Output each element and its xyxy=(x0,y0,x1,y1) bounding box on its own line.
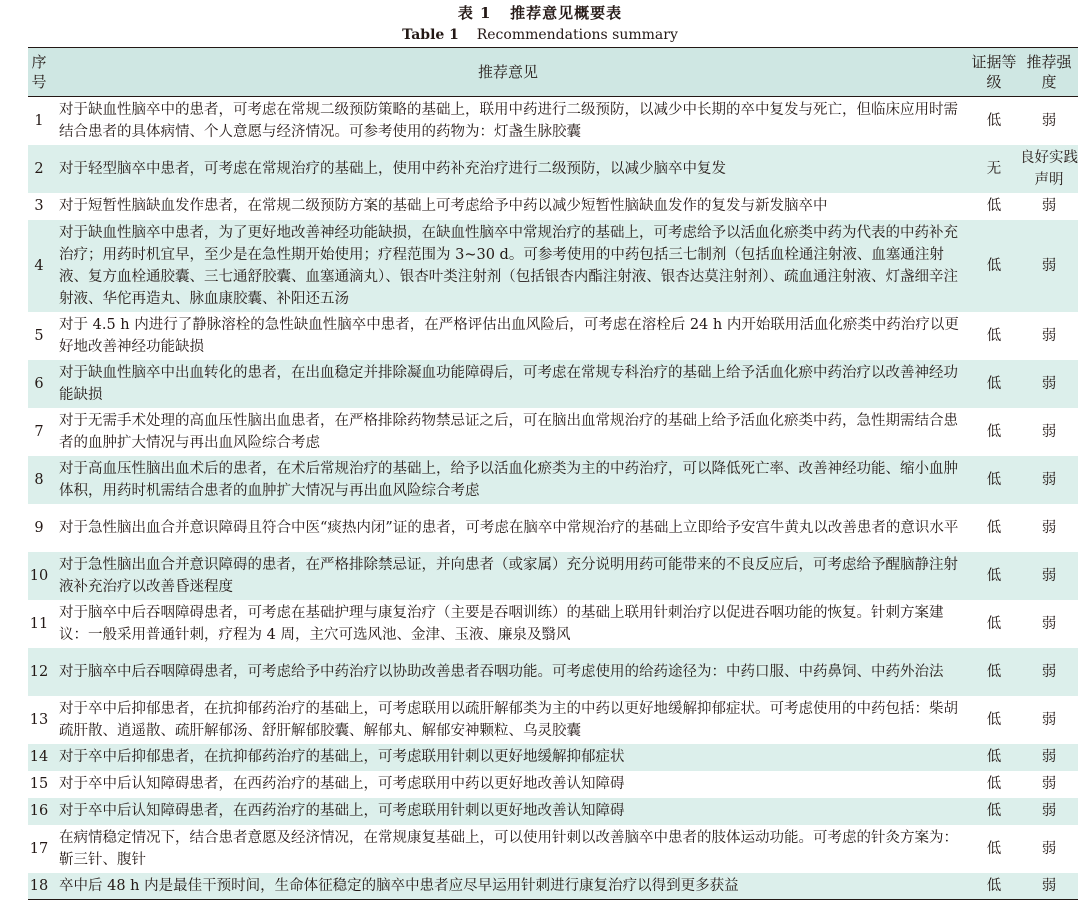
row-recommendation-strength: 弱 xyxy=(1041,711,1057,728)
row-evidence-grade: 低 xyxy=(986,198,1002,214)
row-evidence-grade: 低 xyxy=(968,873,1020,900)
table-row xyxy=(28,552,1078,600)
row-recommendation-strength: 弱 xyxy=(1041,198,1057,214)
row-number: 2 xyxy=(28,145,50,193)
row-number: 16 xyxy=(28,798,50,825)
row-evidence-grade: 低 xyxy=(968,744,1020,771)
table-row xyxy=(28,648,1078,696)
header-recommendation: 推荐意见 xyxy=(50,48,968,97)
row-recommendation: 对于短暂性脑缺血发作患者，在常规二级预防方案的基础上可考虑给予中药以减少短暂性脑缺血发作的复发与新发脑卒中 xyxy=(59,198,828,214)
row-evidence-grade: 低 xyxy=(986,327,1002,344)
row-recommendation: 对于缺血性脑卒中的患者，可考虑在常规二级预防策略的基础上，联用中药进行二级预防，以减少中长期的卒中复发与死亡，但临床应用时需结合患者的具体病情、个人意愿与经济情况。可参考使用的药物为：灯盏生脉胶囊 xyxy=(59,101,958,140)
table-row xyxy=(28,798,1078,825)
row-recommendation: 在病情稳定情况下，结合患者意愿及经济情况，在常规康复基础上，可以使用针刺以改善脑卒中患者的肢体运动功能。可考虑的针灸方案为：靳三针、腹针 xyxy=(59,829,958,868)
row-recommendation: 对于 4.5 h 内进行了静脉溶栓的急性缺血性脑卒中患者，在严格评估出血风险后，可考虑在溶栓后 24 h 内开始联用活血化瘀类中药治疗以更好地改善神经功能缺损 xyxy=(59,316,959,355)
row-evidence-grade: 低 xyxy=(986,112,1002,129)
row-number: 7 xyxy=(34,423,44,440)
row-recommendation: 对于缺血性脑卒中患者，为了更好地改善神经功能缺损，在缺血性脑卒中常规治疗的基础上，可考虑给予以活血化瘀类中药为代表的中药补充治疗；用药时机宜早，至少是在急性期开始使用；疗程范围为 3~30 d。可参考使用的中药包括三七制剂（包括血栓通注射液、血塞通注射液、复方血栓通胶囊、三七通舒胶囊、血塞通滴丸）、银杏叶类注射剂（包括银杏内酯注射液、银杏达莫注射剂）、疏血通注射液、灯盏细辛注射液、华佗再造丸、脉血康胶囊、补阳还五汤 xyxy=(50,220,968,312)
row-number: 12 xyxy=(28,648,50,696)
row-recommendation: 对于无需手术处理的高血压性脑出血患者，在严格排除药物禁忌证之后，可在脑出血常规治疗的基础上给予活血化瘀类中药，急性期需结合患者的血肿扩大情况与再出血风险综合考虑 xyxy=(59,412,958,451)
row-recommendation: 对于急性脑出血合并意识障碍的患者，在严格排除禁忌证，并向患者（或家属）充分说明用药可能带来的不良反应后，可考虑给予醒脑静注射液补充治疗以改善昏迷程度 xyxy=(50,552,968,600)
row-recommendation: 对于高血压性脑出血术后的患者，在术后常规治疗的基础上，给予以活血化瘀类为主的中药治疗，可以降低死亡率、改善神经功能、缩小血肿体积，用药时机需结合患者的血肿扩大情况与再出血风险综合考虑 xyxy=(50,456,968,504)
row-recommendation-strength: 弱 xyxy=(1020,456,1078,504)
table-row xyxy=(28,360,1078,408)
row-number: 4 xyxy=(28,220,50,312)
row-number: 8 xyxy=(28,456,50,504)
row-evidence-grade: 无 xyxy=(968,145,1020,193)
row-recommendation-strength: 弱 xyxy=(1041,840,1057,857)
header-recommendation-strength: 推荐强度 xyxy=(1020,48,1078,97)
row-recommendation-strength: 弱 xyxy=(1020,552,1078,600)
row-recommendation: 对于卒中后抑郁患者，在抗抑郁药治疗的基础上，可考虑联用针刺以更好地缓解抑郁症状 xyxy=(50,744,968,771)
row-evidence-grade: 低 xyxy=(986,840,1002,857)
row-recommendation-strength: 弱 xyxy=(1041,423,1057,440)
table-row xyxy=(28,145,1078,193)
table-row xyxy=(28,456,1078,504)
row-number: 13 xyxy=(29,711,49,728)
row-recommendation-strength: 弱 xyxy=(1041,776,1057,792)
row-recommendation: 对于卒中后认知障碍患者，在西药治疗的基础上，可考虑联用针刺以更好地改善认知障碍 xyxy=(50,798,968,825)
row-recommendation: 对于卒中后抑郁患者，在抗抑郁药治疗的基础上，可考虑联用以疏肝解郁类为主的中药以更好地缓解抑郁症状。可考虑使用的中药包括：柴胡疏肝散、逍遥散、疏肝解郁汤、舒肝解郁胶囊、解郁丸、解郁安神颗粒、乌灵胶囊 xyxy=(59,700,958,739)
table-row xyxy=(28,220,1078,312)
row-evidence-grade: 低 xyxy=(986,615,1002,632)
row-recommendation-strength: 良好实践声明 xyxy=(1020,145,1078,193)
row-evidence-grade: 低 xyxy=(968,220,1020,312)
row-number: 11 xyxy=(29,615,49,632)
header-no: 序号 xyxy=(28,48,50,97)
row-recommendation: 对于缺血性脑卒中出血转化的患者，在出血稳定并排除凝血功能障碍后，可考虑在常规专科治疗的基础上给予活血化瘀中药治疗以改善神经功能缺损 xyxy=(50,360,968,408)
row-number: 1 xyxy=(34,112,44,129)
table-caption-zh xyxy=(0,2,1080,24)
row-recommendation: 对于脑卒中后吞咽障碍患者，可考虑给予中药治疗以协助改善患者吞咽功能。可考虑使用的给药途径为：中药口服、中药鼻饲、中药外治法 xyxy=(50,648,968,696)
row-evidence-grade: 低 xyxy=(968,552,1020,600)
row-evidence-grade: 低 xyxy=(968,456,1020,504)
row-recommendation-strength: 弱 xyxy=(1020,360,1078,408)
table-row xyxy=(28,312,1078,360)
row-recommendation-strength: 弱 xyxy=(1041,327,1057,344)
row-recommendation-strength: 弱 xyxy=(1020,220,1078,312)
row-number: 3 xyxy=(34,198,44,214)
row-number: 6 xyxy=(28,360,50,408)
row-number: 15 xyxy=(29,776,49,792)
row-evidence-grade: 低 xyxy=(986,711,1002,728)
row-number: 17 xyxy=(29,840,49,857)
row-number: 9 xyxy=(34,519,44,536)
row-recommendation-strength: 弱 xyxy=(1020,873,1078,900)
row-number: 5 xyxy=(34,327,44,344)
row-recommendation: 对于轻型脑卒中患者，可考虑在常规治疗的基础上，使用中药补充治疗进行二级预防，以减少脑卒中复发 xyxy=(50,145,968,193)
row-evidence-grade: 低 xyxy=(968,798,1020,825)
row-recommendation: 对于卒中后认知障碍患者，在西药治疗的基础上，可考虑联用中药以更好地改善认知障碍 xyxy=(59,776,625,792)
table-row xyxy=(28,696,1078,744)
caption-en-title: Recommendations summary xyxy=(476,27,678,43)
table-row xyxy=(28,873,1078,900)
row-recommendation: 卒中后 48 h 内是最佳干预时间，生命体征稳定的脑卒中患者应尽早运用针刺进行康复治疗以得到更多获益 xyxy=(50,873,968,900)
table-row xyxy=(28,504,1078,552)
row-number: 10 xyxy=(28,552,50,600)
recommendations-table xyxy=(28,47,1078,900)
row-evidence-grade: 低 xyxy=(968,648,1020,696)
table-row xyxy=(28,97,1078,145)
table-caption-en xyxy=(0,25,1080,45)
row-recommendation-strength: 弱 xyxy=(1041,615,1057,632)
table-row xyxy=(28,771,1078,798)
row-recommendation-strength: 弱 xyxy=(1041,112,1057,129)
table-row xyxy=(28,408,1078,456)
row-evidence-grade: 低 xyxy=(986,776,1002,792)
table-row xyxy=(28,600,1078,648)
header-evidence-grade: 证据等级 xyxy=(968,48,1020,97)
row-recommendation: 对于急性脑出血合并意识障碍且符合中医“痰热内闭”证的患者，可考虑在脑卒中常规治疗的基础上立即给予安宫牛黄丸以改善患者的意识水平 xyxy=(59,519,959,536)
caption-zh-label: 表 1 xyxy=(457,4,492,22)
row-number: 18 xyxy=(28,873,50,900)
table-row xyxy=(28,744,1078,771)
row-recommendation: 对于脑卒中后吞咽障碍患者，可考虑在基础护理与康复治疗（主要是吞咽训练）的基础上联用针刺治疗以促进吞咽功能的恢复。针刺方案建议：一般采用普通针刺，疗程为 4 周，主穴可选风池、金津、玉液、廉泉及翳风 xyxy=(59,604,944,643)
row-number: 14 xyxy=(28,744,50,771)
caption-en-label: Table 1 xyxy=(402,27,459,43)
row-evidence-grade: 低 xyxy=(968,360,1020,408)
table-header-row xyxy=(28,48,1078,97)
row-recommendation-strength: 弱 xyxy=(1041,519,1057,536)
row-recommendation-strength: 弱 xyxy=(1020,744,1078,771)
row-recommendation-strength: 弱 xyxy=(1020,648,1078,696)
table-row xyxy=(28,825,1078,873)
row-recommendation-strength: 弱 xyxy=(1020,798,1078,825)
row-evidence-grade: 低 xyxy=(986,519,1002,536)
table-row xyxy=(28,193,1078,220)
row-evidence-grade: 低 xyxy=(986,423,1002,440)
caption-zh-title: 推荐意见概要表 xyxy=(510,4,623,22)
